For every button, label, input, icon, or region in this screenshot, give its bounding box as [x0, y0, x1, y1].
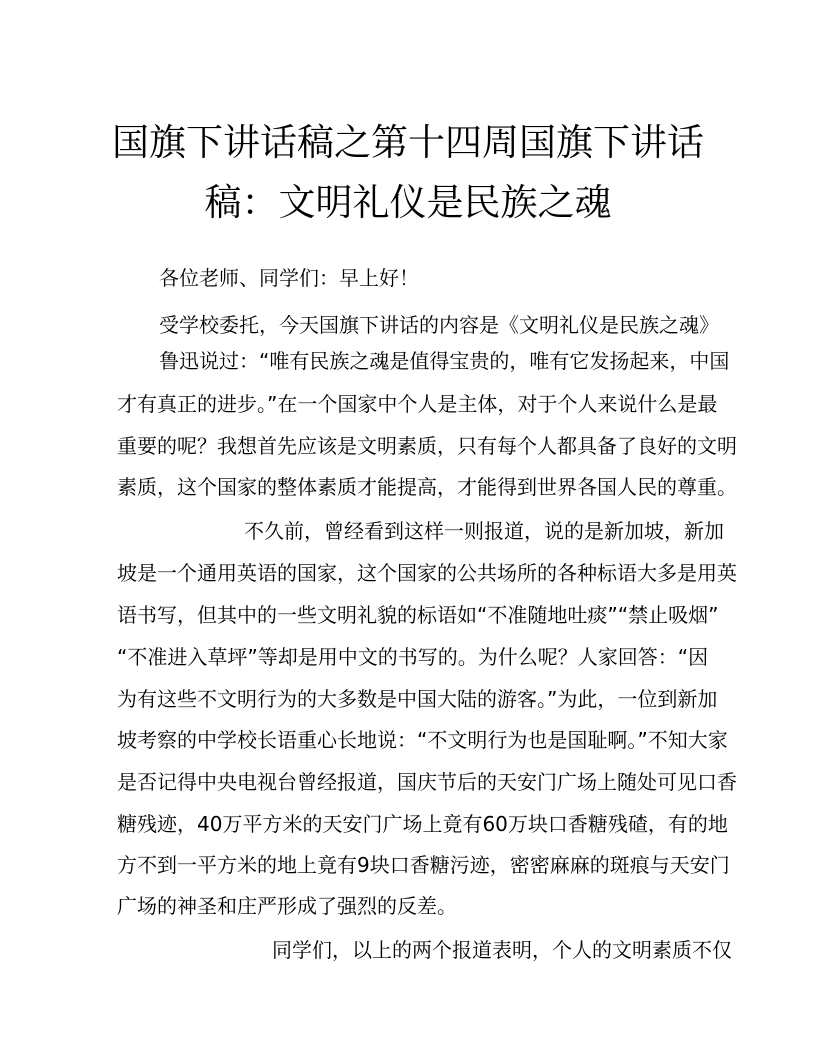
body-line: “不准进入草坪”等却是用中文的书写的。为什么呢？人家回答：“因: [117, 645, 709, 669]
body-line: 不久前，曾经看到这样一则报道，说的是新加坡，新加: [244, 519, 724, 543]
body-line: 方不到一平方米的地上竟有9块口香糖污迹，密密麻麻的斑痕与天安门: [117, 853, 730, 877]
body-line: 受学校委托，今天国旗下讲话的内容是《文明礼仪是民族之魂》: [159, 313, 719, 337]
body-line: 重要的呢？我想首先应该是文明素质，只有每个人都具备了良好的文明: [117, 434, 737, 458]
body-line: 糖残迹，40万平方米的天安门广场上竟有60万块口香糖残碴，有的地: [117, 812, 728, 836]
body-line: 为有这些不文明行为的大多数是中国大陆的游客。”为此，一位到新加: [117, 687, 718, 711]
document-title-line-2: 稿：文明礼仪是民族之魂: [204, 181, 612, 224]
body-line: 素质，这个国家的整体素质才能提高，才能得到世界各国人民的尊重。: [117, 475, 737, 499]
body-line: 是否记得中央电视台曾经报道，国庆节后的天安门广场上随处可见口香: [117, 770, 737, 794]
body-line: 鲁迅说过：“唯有民族之魂是值得宝贵的，唯有它发扬起来，中国: [159, 349, 730, 373]
body-line: 坡考察的中学校长语重心长地说：“不文明行为也是国耻啊。”不知大家: [117, 728, 728, 752]
document-title-line-1: 国旗下讲话稿之第十四周国旗下讲话: [112, 121, 704, 164]
body-line-greeting: 各位老师、同学们：早上好！: [159, 266, 419, 290]
body-line: 同学们，以上的两个报道表明，个人的文明素质不仅: [272, 938, 732, 962]
body-line: 才有真正的进步。”在一个国家中个人是主体，对于个人来说什么是最: [117, 392, 718, 416]
body-line: 坡是一个通用英语的国家，这个国家的公共场所的各种标语大多是用英: [117, 561, 737, 585]
body-line: 语书写，但其中的一些文明礼貌的标语如“不准随地吐痰”“禁止吸烟”: [117, 603, 719, 627]
body-line: 广场的神圣和庄严形成了强烈的反差。: [117, 894, 457, 918]
